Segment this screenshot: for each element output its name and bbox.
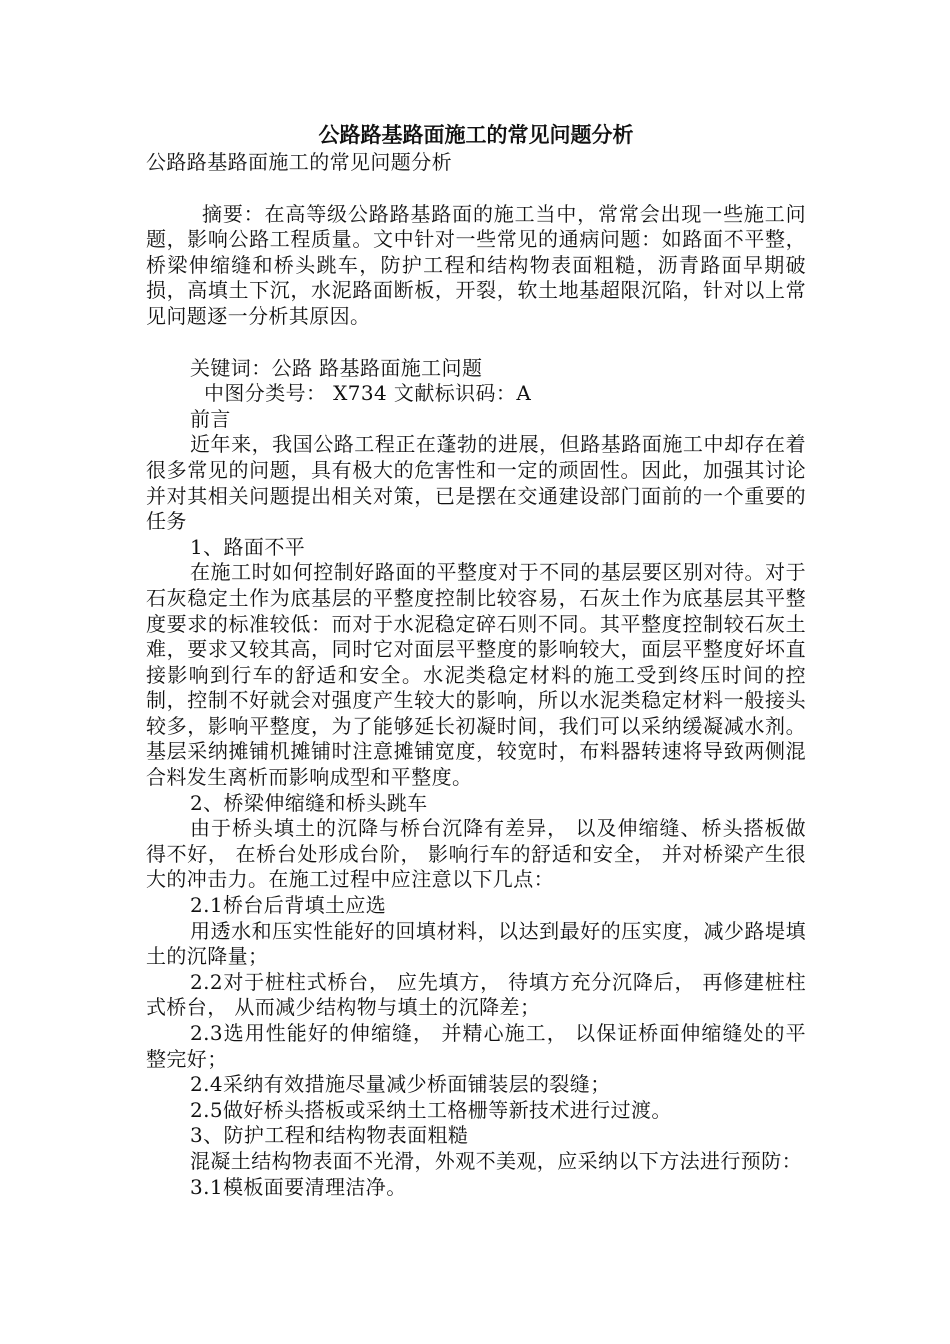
section-1-paragraph: 在施工时如何控制好路面的平整度对于不同的基层要区别对待。对于石灰稳定土作为底基层的平整度控制比较容易，石灰土作为底基层其平整度要求的标准较低：而对于水泥稳定碎石则不同。其平整度控制较石灰土难，要求又较其高，同时它对面层平整度的影响较大，面层平整度好坏直接影响到行车的舒适和安全。水泥类稳定材料的施工受到终压时间的控制，控制不好就会对强度产生较大的影响，所以水泥类稳定材料一般接头较多，影响平整度，为了能够延长初凝时间，我们可以采纳缓凝减水剂。基层采纳摊铺机摊铺时注意摊铺宽度，较宽时，布料器转速将导致两侧混合料发生离析而影响成型和平整度。 xyxy=(146,560,806,790)
section-3-heading: 3、防护工程和结构物表面粗糙 xyxy=(190,1123,469,1148)
section-2-1-heading: 2.1桥台后背填土应选 xyxy=(190,893,387,918)
abstract-paragraph: 摘要：在高等级公路路基路面的施工当中，常常会出现一些施工问题，影响公路工程质量。文中针对一些常见的通病问题：如路面不平整，桥梁伸缩缝和桥头跳车，防护工程和结构物表面粗糙，沥青路面早期破损，高填土下沉，水泥路面断板，开裂，软土地基超限沉陷，针对以上常见问题逐一分析其原因。 xyxy=(146,201,806,328)
section-2-1-paragraph: 用透水和压实性能好的回填材料，以达到最好的压实度，减少路堤填土的沉降量； xyxy=(146,918,806,969)
section-1-heading: 1、路面不平 xyxy=(190,534,306,559)
document-subtitle: 公路路基路面施工的常见问题分析 xyxy=(146,150,452,174)
section-2-5-paragraph: 2.5做好桥头搭板或采纳土工格栅等新技术进行过渡。 xyxy=(190,1097,672,1122)
preface-paragraph: 近年来，我国公路工程正在蓬勃的进展，但路基路面施工中却存在着很多常见的问题，具有极大的危害性和一定的顽固性。因此，加强其讨论并对其相关问题提出相关对策，已是摆在交通建设部门面前的一个重要的任务 xyxy=(146,432,806,534)
section-3-paragraph: 混凝土结构物表面不光滑，外观不美观，应采纳以下方法进行预防： xyxy=(190,1148,802,1173)
keywords-line: 关键词：公路 路基路面施工问题 xyxy=(190,355,483,380)
spacer xyxy=(146,176,806,202)
classification-line: 中图分类号： X734 文献标识码：A xyxy=(204,381,532,406)
spacer xyxy=(146,330,806,356)
section-2-4-paragraph: 2.4采纳有效措施尽量减少桥面铺装层的裂缝； xyxy=(190,1072,611,1097)
section-2-paragraph: 由于桥头填土的沉降与桥台沉降有差异， 以及伸缩缝、桥头搭板做得不好， 在桥台处形成台阶， 影响行车的舒适和安全， 并对桥梁产生很大的冲击力。在施工过程中应注意以下几点： xyxy=(146,816,806,892)
section-2-3-paragraph: 2.3选用性能好的伸缩缝， 并精心施工， 以保证桥面伸缩缝处的平整完好； xyxy=(146,1021,806,1071)
preface-heading: 前言 xyxy=(190,406,231,431)
section-2-heading: 2、桥梁伸缩缝和桥头跳车 xyxy=(190,790,428,815)
document-title: 公路路基路面施工的常见问题分析 xyxy=(318,122,634,147)
document-body xyxy=(146,120,806,1200)
section-3-1-paragraph: 3.1模板面要清理洁净。 xyxy=(190,1174,407,1199)
section-2-2-paragraph: 2.2对于桩柱式桥台， 应先填方， 待填方充分沉降后， 再修建桩柱式桥台， 从而减少结构物与填土的沉降差； xyxy=(146,969,806,1020)
